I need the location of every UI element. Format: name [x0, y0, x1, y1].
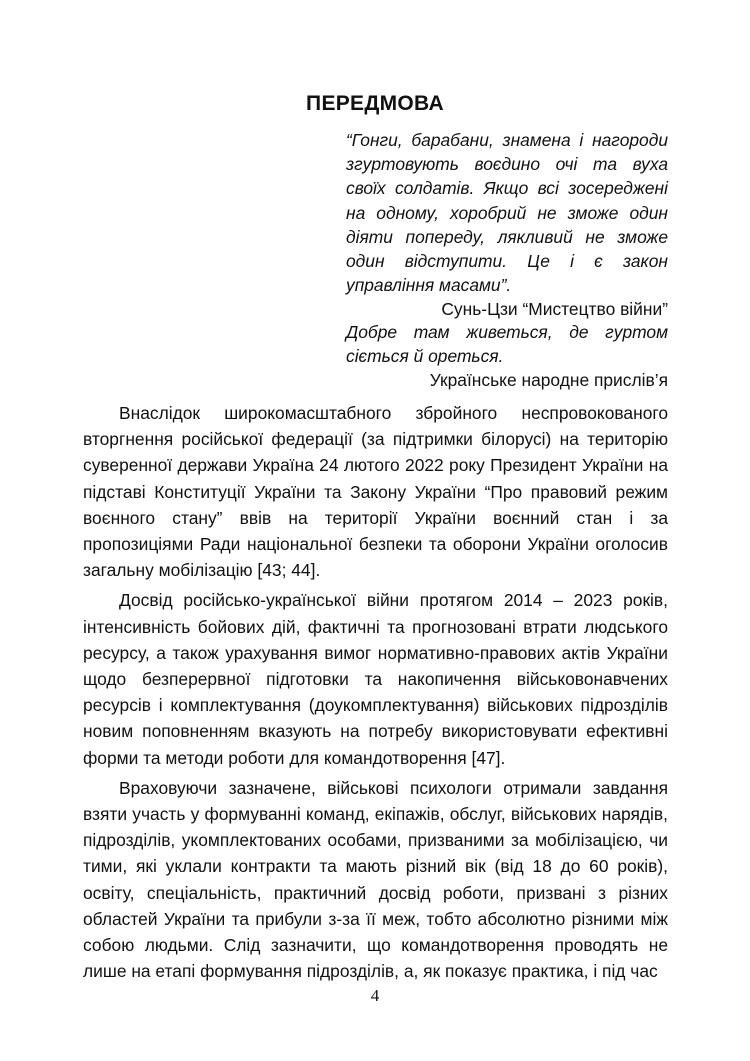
paragraph: Враховуючи зазначене, військові психологи отримали завдання взяти участь у формуванні команд, екіпажів, обслуг, військових нарядів, підрозділів, укомплектованих особами, призваними за мобілізацією, чи тими, які уклали контракти та мають різний вік (від 18 до 60 років), освіту, спеціальність, практичний досвід роботи, призвані з різних областей України та прибули з-за її меж, тобто абсолютно різними між собою людьми. Слід зазначити, що командотворення проводять не лише на етапі формування підрозділів, а, як показує практика, і під час — [83, 777, 668, 982]
epigraph-quote-source: Сунь-Цзи “Мистецтво війни” — [441, 299, 668, 320]
epigraph-quote-text: “Гонги, барабани, знамена і нагороди згуртовують воєдино очі та вуха своїх солдатів. Якщо всі зосереджені на одному, хоробрий не зможе один діяти попереду, лякливий не зможе один відступити. Це і є закон управління масами”. — [346, 130, 668, 296]
paragraph: Внаслідок широкомасштабного збройного неспровокованого вторгнення російської федерації (за підтримки білорусі) на територію суверенної держави Україна 24 лютого 2022 року Президент України на підставі Конституції України та Закону України “Про правовий режим воєнного стану” ввів на території України воєнний стан і за пропозиціями Ради національної безпеки та оборони України оголосив загальну мобілізацію [43; 44]. — [83, 403, 668, 581]
page-number: 4 — [370, 986, 380, 1005]
paragraph: Досвід російсько-української війни протягом 2014 – 2023 років, інтенсивність бойових дій, фактичні та прогнозовані втрати людського ресурсу, а також урахування вимог нормативно-правових актів України щодо безперервної підготовки та накопичення військовонавчених ресурсів і комплектування (доукомплектування) військових підрозділів новим поповненням вказують на потребу використовувати ефективні форми та методи роботи для командотворення [47]. — [83, 590, 668, 768]
epigraph-proverb-block — [346, 320, 668, 393]
page-title: ПЕРЕДМОВА — [306, 92, 444, 115]
body-text — [83, 400, 668, 988]
epigraph-quote-block — [346, 128, 668, 322]
epigraph-proverb-source: Українське народне прислів’я — [429, 370, 668, 391]
epigraph-proverb-text: Добре там живеться, де гуртом сіється й ореться. — [346, 322, 668, 367]
